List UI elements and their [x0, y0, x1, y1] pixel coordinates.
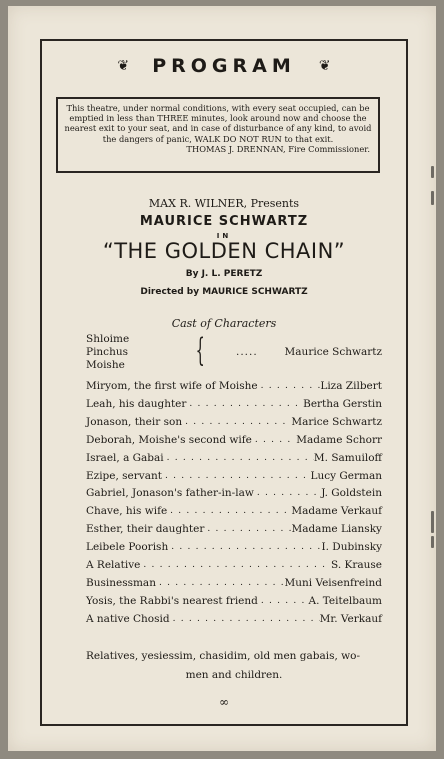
dot-leader: .....	[236, 346, 258, 358]
actor-name: I. Dubinsky	[321, 541, 382, 554]
role-name: Shloime	[86, 333, 130, 345]
role-name: A native Chosid	[86, 612, 170, 625]
actor-name: Bertha Gerstin	[303, 397, 382, 410]
actor-name: Madame Liansky	[291, 523, 382, 536]
cast-row	[86, 593, 382, 611]
actor-name: Madame Verkauf	[291, 505, 382, 518]
role-name: A Relative	[86, 559, 141, 572]
dot-leader	[164, 450, 314, 468]
cast-row	[86, 539, 382, 557]
actor-name: Muni Veisenfreind	[284, 576, 382, 589]
brace-icon: {	[195, 331, 205, 369]
cast-row	[86, 414, 382, 432]
director-line: Directed by MAURICE SCHWARTZ	[140, 287, 308, 297]
presenter-line: MAX R. WILNER, Presents	[148, 197, 300, 210]
dot-leader	[254, 485, 321, 503]
cast-heading: Cast of Characters	[171, 317, 277, 330]
role-name: Esther, their daughter	[86, 523, 205, 536]
dot-leader	[162, 468, 311, 486]
actor-name: S. Krause	[331, 559, 382, 572]
fire-notice-text: This theatre, under normal conditions, with every seat occupied, can be emptied in less than THREE minutes, look around now and choose the nearest exit to your seat, and in case of disturbance of any kind, to avoid the dangers of panic, WALK DO NOT RUN to that exit.	[64, 103, 372, 144]
program-border	[40, 39, 408, 726]
dot-leader	[258, 593, 309, 611]
staple-mark	[431, 191, 434, 205]
end-ornament-icon: ∞	[219, 695, 229, 709]
actor-name: Liza Zilbert	[320, 380, 382, 392]
role-name: Businessman	[86, 576, 156, 589]
actor-name: Madame Schorr	[296, 433, 382, 446]
dot-leader	[258, 378, 321, 396]
staple-mark	[431, 166, 434, 178]
actor-name: A. Teitelbaum	[308, 594, 382, 607]
actor-name: J. Goldstein	[321, 487, 382, 500]
role-name: Gabriel, Jonason's father-in-law	[86, 487, 254, 500]
fleuron-icon: ❦	[318, 58, 331, 74]
author-line: By J. L. PERETZ	[185, 269, 263, 279]
role-name: Moishe	[86, 359, 125, 371]
ensemble-note-line1: Relatives, yesiessim, chasidim, old men gabais, wo-	[86, 650, 361, 662]
dot-leader	[167, 503, 291, 521]
cast-row	[86, 503, 382, 521]
staple-mark	[431, 536, 434, 548]
play-title: “THE GOLDEN CHAIN”	[102, 239, 346, 263]
dot-leader	[140, 557, 331, 575]
program-title: PROGRAM	[152, 55, 296, 77]
cast-row	[86, 521, 382, 539]
actor-name: Marice Schwartz	[291, 415, 382, 428]
in-word: IN	[216, 232, 232, 240]
multi-role-entry	[86, 333, 382, 373]
dot-leader	[168, 539, 321, 557]
cast-row	[86, 575, 382, 593]
staple-mark	[431, 511, 434, 533]
role-name: Jonason, their son	[86, 415, 183, 428]
actor-name: Mr. Verkauf	[319, 612, 382, 625]
dot-leader	[204, 521, 291, 539]
dot-leader	[252, 432, 296, 450]
dot-leader	[170, 611, 320, 629]
fire-notice-signature: THOMAS J. DRENNAN, Fire Commissioner.	[186, 143, 370, 154]
actor-name: Maurice Schwartz	[284, 346, 382, 358]
program-header	[42, 55, 406, 77]
cast-list	[86, 378, 382, 629]
role-name: Ezipe, servant	[86, 469, 162, 482]
role-name: Miryom, the first wife of Moishe	[86, 380, 258, 392]
role-name: Israel, a Gabai	[86, 451, 164, 464]
role-name: Chave, his wife	[86, 505, 168, 518]
role-name: Yosis, the Rabbi's nearest friend	[86, 594, 258, 607]
dot-leader	[156, 575, 285, 593]
cast-row	[86, 468, 382, 486]
cast-row	[86, 611, 382, 629]
cast-row	[86, 557, 382, 575]
cast-row	[86, 396, 382, 414]
dot-leader	[186, 396, 303, 414]
fleuron-icon: ❦	[117, 58, 130, 74]
actor-name: M. Samuiloff	[313, 451, 382, 464]
program-page	[8, 6, 436, 751]
role-name: Deborah, Moishe's second wife	[86, 433, 252, 446]
dot-leader	[182, 414, 291, 432]
role-name: Pinchus	[86, 346, 128, 358]
cast-row	[86, 432, 382, 450]
role-name: Leibele Poorish	[86, 541, 169, 554]
cast-row	[86, 378, 382, 396]
cast-row	[86, 485, 382, 503]
ensemble-note-line2: men and children.	[185, 669, 283, 681]
cast-row	[86, 450, 382, 468]
role-name: Leah, his daughter	[86, 397, 187, 410]
actor-name: Lucy German	[310, 469, 382, 482]
ensemble-note	[86, 647, 382, 685]
fire-notice	[56, 97, 380, 173]
multi-role-names	[86, 333, 129, 372]
star-name: MAURICE SCHWARTZ	[139, 214, 309, 229]
